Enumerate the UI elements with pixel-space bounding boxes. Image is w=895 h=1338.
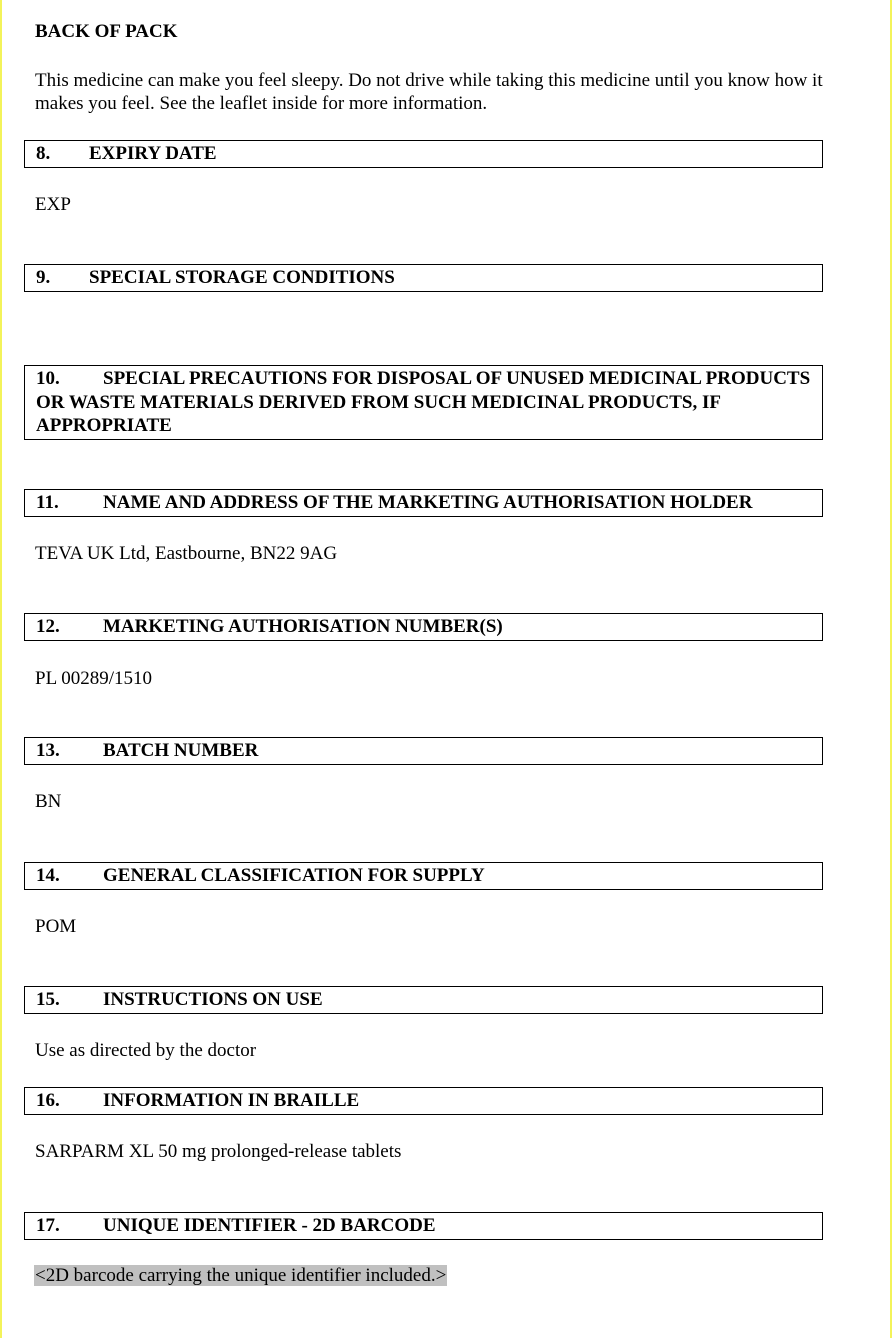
section-16-heading-box — [24, 1087, 823, 1115]
section-number: 9. — [36, 267, 51, 288]
section-17-heading-box — [24, 1212, 823, 1240]
section-heading: MARKETING AUTHORISATION NUMBER(S) — [103, 616, 503, 637]
page-title: BACK OF PACK — [35, 21, 178, 42]
section-number: 16. — [36, 1090, 60, 1111]
highlighted-placeholder: <2D barcode carrying the unique identifier included.> — [35, 1265, 447, 1286]
section-13-content: BN — [35, 791, 62, 812]
section-11-heading-box — [24, 489, 823, 517]
section-number: 8. — [36, 143, 51, 164]
section-number: 11. — [36, 492, 59, 513]
section-number: 17. — [36, 1215, 60, 1236]
section-heading: NAME AND ADDRESS OF THE MARKETING AUTHORISATION HOLDER — [103, 492, 753, 513]
section-heading: INFORMATION IN BRAILLE — [103, 1090, 360, 1111]
section-heading: SPECIAL PRECAUTIONS FOR DISPOSAL OF UNUSED MEDICINAL PRODUCTS OR WASTE MATERIALS DERIVED FROM SUCH MEDICINAL PRODUCTS, IF APPROPRIATE — [36, 368, 811, 436]
section-8-content: EXP — [35, 194, 71, 215]
section-heading: GENERAL CLASSIFICATION FOR SUPPLY — [103, 865, 485, 886]
section-number: 12. — [36, 616, 60, 637]
section-16-content: SARPARM XL 50 mg prolonged-release tablets — [35, 1141, 402, 1162]
intro-text: This medicine can make you feel sleepy. Do not drive while taking this medicine until you know how it makes you feel. See the leaflet inside for more information. — [35, 70, 823, 114]
section-14-content: POM — [35, 916, 77, 937]
section-heading: BATCH NUMBER — [103, 740, 259, 761]
section-10-heading-box — [24, 365, 823, 440]
section-heading: EXPIRY DATE — [89, 143, 217, 164]
section-11-content: TEVA UK Ltd, Eastbourne, BN22 9AG — [35, 543, 338, 564]
section-heading: SPECIAL STORAGE CONDITIONS — [89, 267, 395, 288]
section-15-content: Use as directed by the doctor — [35, 1040, 257, 1061]
page-edge-right — [890, 0, 892, 1338]
section-17-content — [35, 1264, 447, 1288]
section-number: 13. — [36, 740, 60, 761]
section-13-heading-box — [24, 737, 823, 765]
section-15-heading-box — [24, 986, 823, 1014]
section-8-heading-box — [24, 140, 823, 168]
section-14-heading-box — [24, 862, 823, 890]
section-heading: INSTRUCTIONS ON USE — [103, 989, 323, 1010]
section-12-heading-box — [24, 613, 823, 641]
section-number: 10. — [36, 368, 60, 389]
section-12-content: PL 00289/1510 — [35, 668, 152, 689]
section-number: 14. — [36, 865, 60, 886]
section-number: 15. — [36, 989, 60, 1010]
section-9-heading-box — [24, 264, 823, 292]
page-edge-left — [0, 0, 2, 1338]
section-heading: UNIQUE IDENTIFIER - 2D BARCODE — [103, 1215, 436, 1236]
